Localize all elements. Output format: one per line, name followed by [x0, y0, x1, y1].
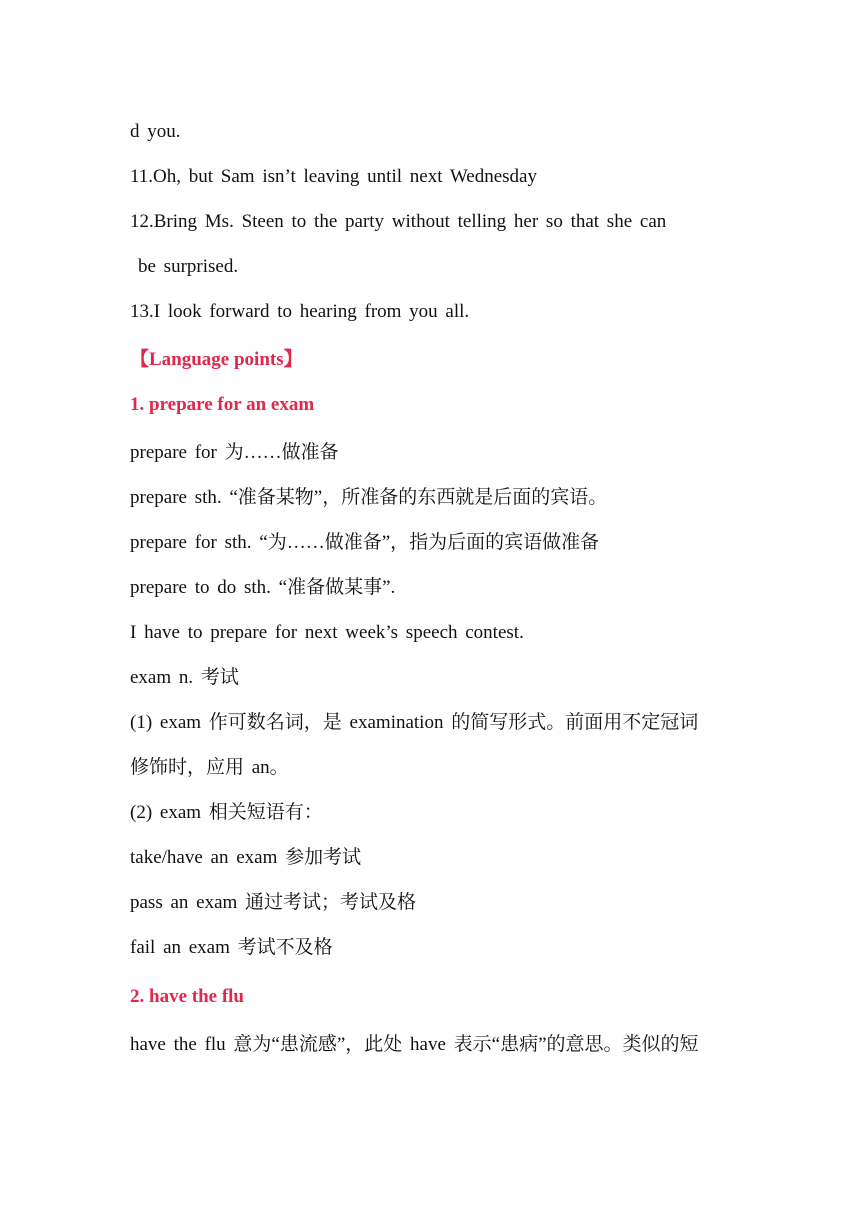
- text-line: fail an exam 考试不及格: [130, 937, 333, 958]
- text-line: 13.I look forward to hearing from you all.: [130, 301, 470, 322]
- point-title: 1. prepare for an exam: [130, 394, 315, 415]
- text-line: pass an exam 通过考试；考试及格: [130, 892, 417, 913]
- text-line: 12.Bring Ms. Steen to the party without telling her so that she can: [130, 211, 667, 232]
- text-line: I have to prepare for next week’s speech contest.: [130, 622, 524, 643]
- text-line: d you.: [130, 121, 181, 142]
- text-line: prepare sth. “准备某物”，所准备的东西就是后面的宾语。: [130, 487, 608, 508]
- point-title: 2. have the flu: [130, 986, 244, 1007]
- text-line: prepare for 为……做准备: [130, 442, 339, 463]
- text-line: have the flu 意为“患流感”，此处 have 表示“患病”的意思。类似的短: [130, 1034, 699, 1055]
- text-line: (2) exam 相关短语有：: [130, 802, 323, 823]
- text-line: prepare for sth. “为……做准备”，指为后面的宾语做准备: [130, 532, 600, 553]
- text-line: 修饰时，应用 an。: [130, 757, 289, 778]
- section-title: 【Language points】: [130, 349, 303, 370]
- text-line: exam n. 考试: [130, 667, 239, 688]
- text-line: be surprised.: [138, 256, 239, 277]
- text-line: prepare to do sth. “准备做某事”.: [130, 577, 396, 598]
- text-line: (1) exam 作可数名词，是 examination 的简写形式。前面用不定冠词: [130, 712, 699, 733]
- text-line: take/have an exam 参加考试: [130, 847, 362, 868]
- text-line: 11.Oh, but Sam isn’t leaving until next Wednesday: [130, 166, 537, 187]
